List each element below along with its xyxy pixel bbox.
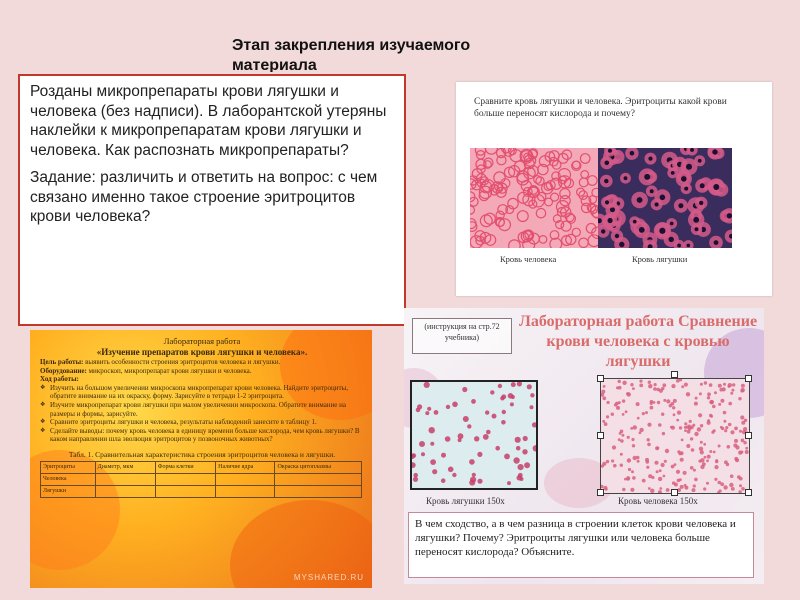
resize-handle[interactable] [597, 489, 604, 496]
task-paragraph-assignment: Задание: различить и ответить на вопрос: с чем связано именно такое строение эритроцитов крови человека? [30, 169, 378, 225]
table-header-cell: Форма клетки [155, 461, 215, 473]
lab-card-title: Лабораторная работа Сравнение крови человека с кровью лягушки [518, 313, 758, 370]
worksheet-table [40, 461, 362, 498]
worksheet-step: ❖ Сделайте выводы: почему кровь человека в единицу времени больше кислорода, чем кровь лягушки? В каком направлении шла эволюция эритроцитов у позвоночных животных? [40, 427, 364, 444]
worksheet-steps-label: Ход работы: [40, 375, 79, 384]
table-header-row [41, 461, 362, 473]
human-blood-150x-micrograph[interactable] [600, 378, 750, 494]
worksheet-goal: Цель работы: выявить особенности строения эритроцитов человека и лягушки. [40, 358, 281, 366]
table-row-label: Лягушки [41, 485, 96, 497]
frog-blood-micrograph [598, 148, 732, 248]
table-cell [216, 485, 275, 497]
worksheet-step: ❖ Изучить на большом увеличении микроскопа микропрепарат крови человека. Найдите эритроциты, обратите внимание на их окраску, форму. Зарисуйте в тетради 1-2 эритроцита. [40, 384, 364, 401]
resize-handle[interactable] [745, 375, 752, 382]
lab-comparison-card [404, 308, 764, 584]
table-cell [275, 485, 362, 497]
task-text-box [18, 74, 406, 326]
comparison-question: Сравните кровь лягушки и человека. Эритроциты какой крови больше переносят кислорода и почему? [474, 97, 727, 119]
table-cell [216, 473, 275, 485]
task-paragraph-intro: Розданы микропрепараты крови лягушки и человека (без надписи). В лаборантской утеряны наклейки к микропрепаратам крови лягушки и человека. Как распознать микропрепараты? [30, 83, 387, 159]
caption-human-blood-150x: Кровь человека 150х [618, 496, 698, 506]
lab-worksheet-image [30, 330, 372, 588]
worksheet-step: ❖ Сравните эритроциты лягушки и человека, результаты наблюдений занесите в таблицу 1. [40, 418, 364, 427]
human-blood-micrograph [470, 148, 598, 248]
caption-frog-blood-150x: Кровь лягушки 150х [426, 496, 505, 506]
resize-handle[interactable] [597, 375, 604, 382]
table-header-cell: Наличие ядра [216, 461, 275, 473]
table-header-cell: Эритроциты [41, 461, 96, 473]
worksheet-content [40, 336, 364, 498]
frog-blood-150x-micrograph [410, 380, 538, 490]
table-row [41, 485, 362, 497]
table-cell [95, 485, 155, 497]
resize-handle[interactable] [745, 432, 752, 439]
lab-question-box: В чем сходство, а в чем разница в строении клеток крови человека и лягушки? Почему? Эритроциты лягушки или человека больше переносят кислорода? Объясните. [408, 512, 754, 578]
table-cell [95, 473, 155, 485]
caption-human-blood: Кровь человека [500, 254, 557, 264]
table-header-cell: Окраска цитоплазмы [275, 461, 362, 473]
resize-handle[interactable] [745, 489, 752, 496]
blood-comparison-card [456, 82, 772, 296]
worksheet-title: «Изучение препаратов крови лягушки и человека». [96, 347, 308, 357]
instruction-note: (инструкция на стр.72 учебника) [412, 318, 512, 354]
table-row-label: Человека [41, 473, 96, 485]
worksheet-header: Лабораторная работа [163, 336, 241, 346]
table-cell [155, 485, 215, 497]
table-row [41, 473, 362, 485]
worksheet-table-caption: Табл. 1. Сравнительная характеристика строения эритроцитов человека и лягушки. [68, 449, 336, 459]
slide-title: Этап закрепления изучаемого материала [232, 37, 471, 72]
worksheet-equipment: Оборудование: микроскоп, микропрепарат крови лягушки и человека. [40, 366, 252, 375]
table-header-cell: Диаметр, мкм [95, 461, 155, 473]
watermark: MYSHARED.RU [293, 573, 364, 582]
table-cell [155, 473, 215, 485]
resize-handle[interactable] [671, 489, 678, 496]
table-cell [275, 473, 362, 485]
worksheet-step: ❖ Изучите микропрепарат крови лягушки при малом увеличении микроскопа. Обратите внимание на размеры и формы, зарисуйте. [40, 401, 364, 418]
resize-handle[interactable] [597, 432, 604, 439]
caption-frog-blood: Кровь лягушки [632, 254, 688, 264]
resize-handle[interactable] [671, 371, 678, 378]
